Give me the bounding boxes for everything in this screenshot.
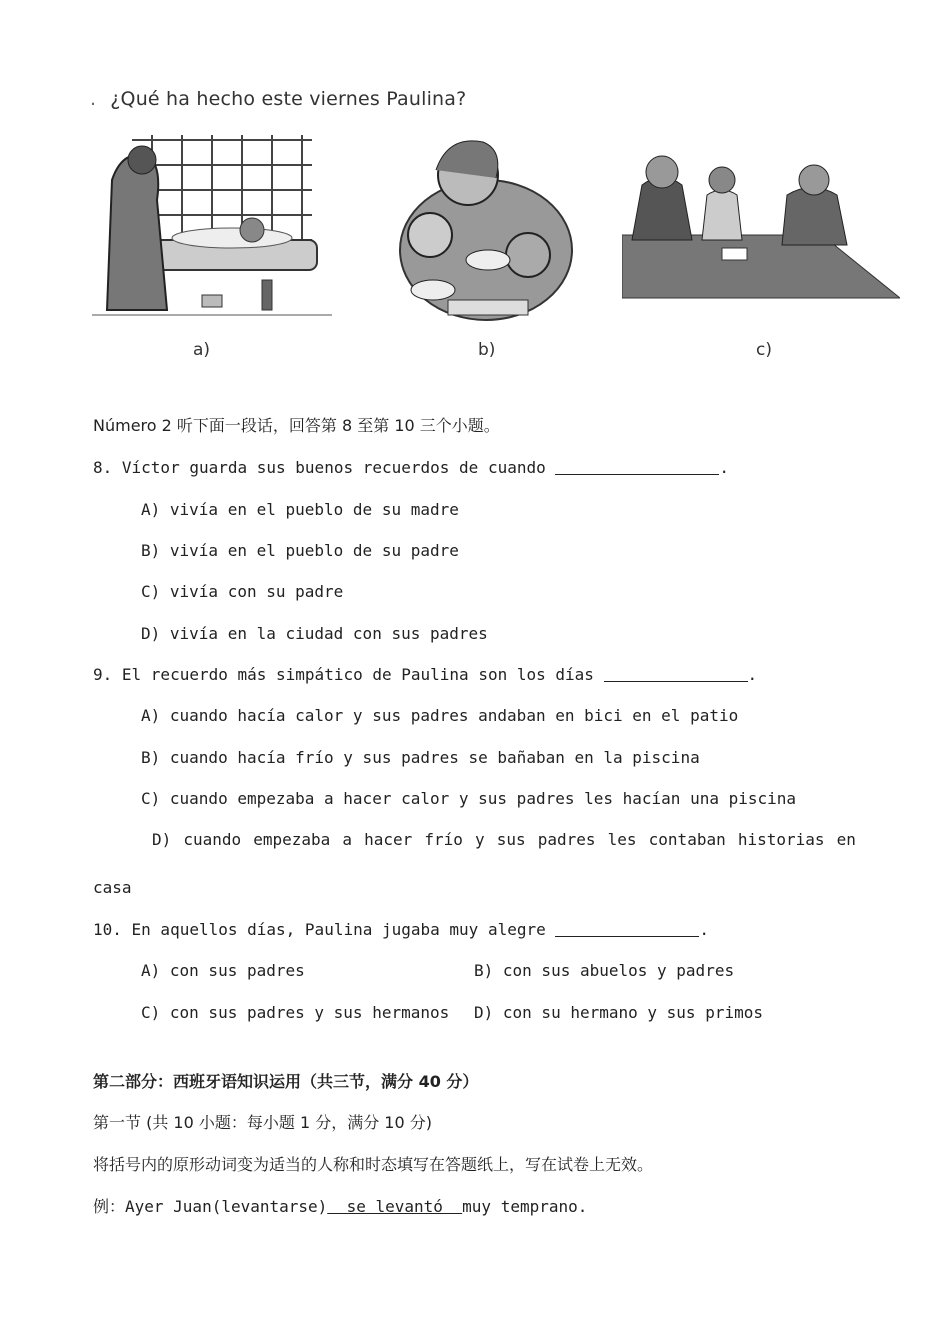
question-8-end: . bbox=[719, 458, 730, 477]
option-d-word: les bbox=[607, 830, 637, 849]
question-9-blank bbox=[604, 665, 748, 682]
option-d-word: cuando bbox=[183, 830, 242, 849]
question-10-blank bbox=[555, 920, 699, 937]
question-10-option-d: D) con su hermano y sus primos bbox=[474, 1003, 763, 1022]
business-meeting-picture bbox=[622, 150, 900, 305]
question-9-stem bbox=[93, 665, 757, 685]
question-8-stem bbox=[93, 458, 729, 478]
question-number-dot: . bbox=[90, 88, 97, 110]
option-d-word: D) bbox=[152, 830, 172, 849]
question-8-blank bbox=[555, 458, 719, 475]
question-8-option-b: B) vivía en el pueblo de su padre bbox=[141, 541, 459, 560]
question-9-text: 9. El recuerdo más simpático de Paulina son los días bbox=[93, 665, 594, 684]
option-d-word: en bbox=[836, 830, 856, 849]
option-d-word: y bbox=[475, 830, 485, 849]
example-prefix: 例：Ayer Juan(levantarse) bbox=[93, 1197, 328, 1216]
family-dinner-picture bbox=[398, 130, 573, 325]
option-d-word: contaban bbox=[648, 830, 726, 849]
question-8-option-d: D) vivía en la ciudad con sus padres bbox=[141, 624, 488, 643]
question-9-option-b: B) cuando hacía frío y sus padres se bañaban en la piscina bbox=[141, 748, 700, 767]
question-8-option-c: C) vivía con su padre bbox=[141, 582, 344, 601]
picture-c-label: c) bbox=[756, 340, 772, 360]
option-d-word: frío bbox=[424, 830, 463, 849]
question-10-text: 10. En aquellos días, Paulina jugaba muy alegre bbox=[93, 920, 546, 939]
picture-question-header bbox=[90, 88, 466, 110]
question-10-stem bbox=[93, 920, 709, 940]
picture-b-label: b) bbox=[478, 340, 496, 360]
picture-b bbox=[398, 130, 573, 325]
question-10-option-c: C) con sus padres y sus hermanos bbox=[141, 1003, 450, 1022]
question-9-option-a: A) cuando hacía calor y sus padres andaban en bici en el patio bbox=[141, 706, 739, 725]
option-d-word: historias bbox=[737, 830, 825, 849]
bathing-child-picture bbox=[92, 130, 332, 325]
question-9-option-d bbox=[152, 830, 856, 850]
part2-title: 第二部分：西班牙语知识运用（共三节，满分 40 分） bbox=[93, 1072, 479, 1091]
option-d-word: hacer bbox=[364, 830, 413, 849]
question-9-option-c: C) cuando empezaba a hacer calor y sus padres les hacían una piscina bbox=[141, 789, 797, 808]
picture-a-label: a) bbox=[193, 340, 211, 360]
question-9-end: . bbox=[747, 665, 758, 684]
question-9-option-d-wrap: casa bbox=[93, 878, 132, 897]
part2-example bbox=[93, 1197, 587, 1217]
part2-instruction: 将括号内的原形动词变为适当的人称和时态填写在答题纸上，写在试卷上无效。 bbox=[93, 1155, 654, 1174]
listening-section-intro: Número 2 听下面一段话，回答第 8 至第 10 三个小题。 bbox=[93, 416, 500, 435]
picture-question-text: ¿Qué ha hecho este viernes Paulina? bbox=[110, 88, 467, 110]
option-d-word: a bbox=[342, 830, 353, 849]
question-10-option-a: A) con sus padres bbox=[141, 961, 305, 980]
example-suffix: muy temprano. bbox=[462, 1197, 588, 1216]
picture-c bbox=[622, 150, 900, 305]
question-8-option-a: A) vivía en el pueblo de su madre bbox=[141, 500, 459, 519]
question-8-text: 8. Víctor guarda sus buenos recuerdos de cuando bbox=[93, 458, 546, 477]
option-d-word: empezaba bbox=[253, 830, 331, 849]
question-10-option-b: B) con sus abuelos y padres bbox=[474, 961, 735, 980]
picture-a bbox=[92, 130, 332, 325]
option-d-word: padres bbox=[537, 830, 596, 849]
question-10-end: . bbox=[699, 920, 710, 939]
option-d-word: sus bbox=[496, 830, 526, 849]
example-answer: se levantó bbox=[327, 1197, 463, 1216]
part2-section1: 第一节 (共 10 小题：每小题 1 分，满分 10 分) bbox=[93, 1113, 432, 1132]
